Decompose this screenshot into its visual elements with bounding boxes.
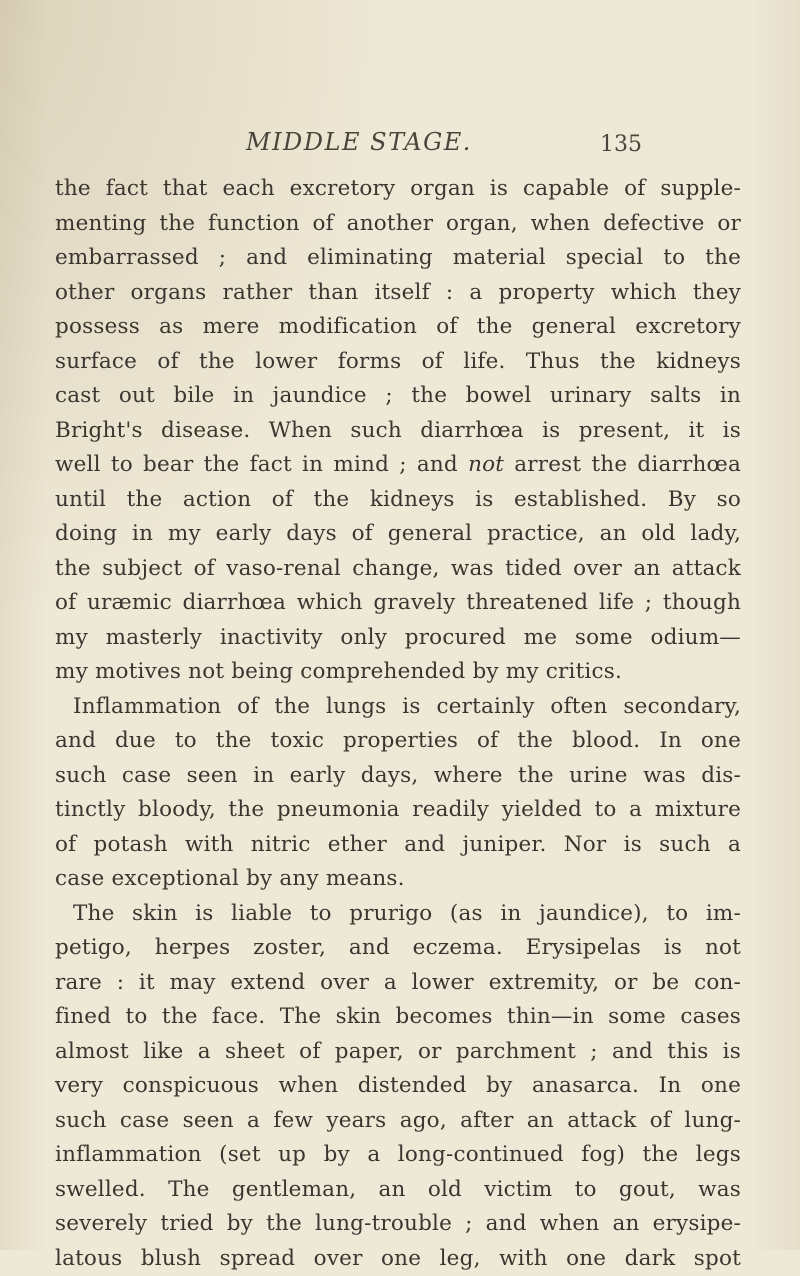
text-line: rare : it may extend over a lower extremity, or be con-: [55, 966, 741, 1001]
text-line: The skin is liable to prurigo (as in jaundice), to im-: [55, 897, 741, 932]
text-line: almost like a sheet of paper, or parchment ; and this is: [55, 1035, 741, 1070]
text-line: menting the function of another organ, when defective or: [55, 207, 741, 242]
text-line: petigo, herpes zoster, and eczema. Erysipelas is not: [55, 931, 741, 966]
text-line: such case seen in early days, where the urine was dis-: [55, 759, 741, 794]
chapter-title: MIDDLE STAGE.: [246, 128, 472, 156]
text-line: latous blush spread over one leg, with one dark spot: [55, 1242, 741, 1276]
text-line: fined to the face. The skin becomes thin—in some cases: [55, 1000, 741, 1035]
text-line: very conspicuous when distended by anasarca. In one: [55, 1069, 741, 1104]
text-line: severely tried by the lung-trouble ; and when an erysipe-: [55, 1207, 741, 1242]
text-line: possess as mere modification of the general excretory: [55, 310, 741, 345]
text-fragment: well to bear the fact in mind ; and: [55, 452, 458, 477]
text-line: other organs rather than itself : a property which they: [55, 276, 741, 311]
text-line: my masterly inactivity only procured me some odium—: [55, 621, 741, 656]
text-line: such case seen a few years ago, after an attack of lung-: [55, 1104, 741, 1139]
text-line: of potash with nitric ether and juniper. Nor is such a: [55, 828, 741, 863]
text-line: cast out bile in jaundice ; the bowel urinary salts in: [55, 379, 741, 414]
text-line: surface of the lower forms of life. Thus the kidneys: [55, 345, 741, 380]
emphasis-not: not: [468, 452, 504, 477]
body-text: [55, 172, 741, 1276]
text-line: Bright's disease. When such diarrhœa is present, it is: [55, 414, 741, 449]
text-line: of uræmic diarrhœa which gravely threatened life ; though: [55, 586, 741, 621]
page-number: 135: [600, 132, 642, 157]
text-fragment: arrest the diarrhœa: [514, 452, 741, 477]
text-line: inflammation (set up by a long-continued fog) the legs: [55, 1138, 741, 1173]
text-line: until the action of the kidneys is established. By so: [55, 483, 741, 518]
text-line: and due to the toxic properties of the blood. In one: [55, 724, 741, 759]
text-line-with-emphasis: [55, 448, 741, 483]
text-line: case exceptional by any means.: [55, 862, 741, 897]
text-line: the fact that each excretory organ is capable of supple-: [55, 172, 741, 207]
text-line: Inflammation of the lungs is certainly often secondary,: [55, 690, 741, 725]
text-line: embarrassed ; and eliminating material special to the: [55, 241, 741, 276]
running-head: [0, 128, 800, 160]
text-line: the subject of vaso-renal change, was tided over an attack: [55, 552, 741, 587]
text-line: swelled. The gentleman, an old victim to gout, was: [55, 1173, 741, 1208]
text-line: doing in my early days of general practice, an old lady,: [55, 517, 741, 552]
text-line: tinctly bloody, the pneumonia readily yielded to a mixture: [55, 793, 741, 828]
text-line: my motives not being comprehended by my critics.: [55, 655, 741, 690]
